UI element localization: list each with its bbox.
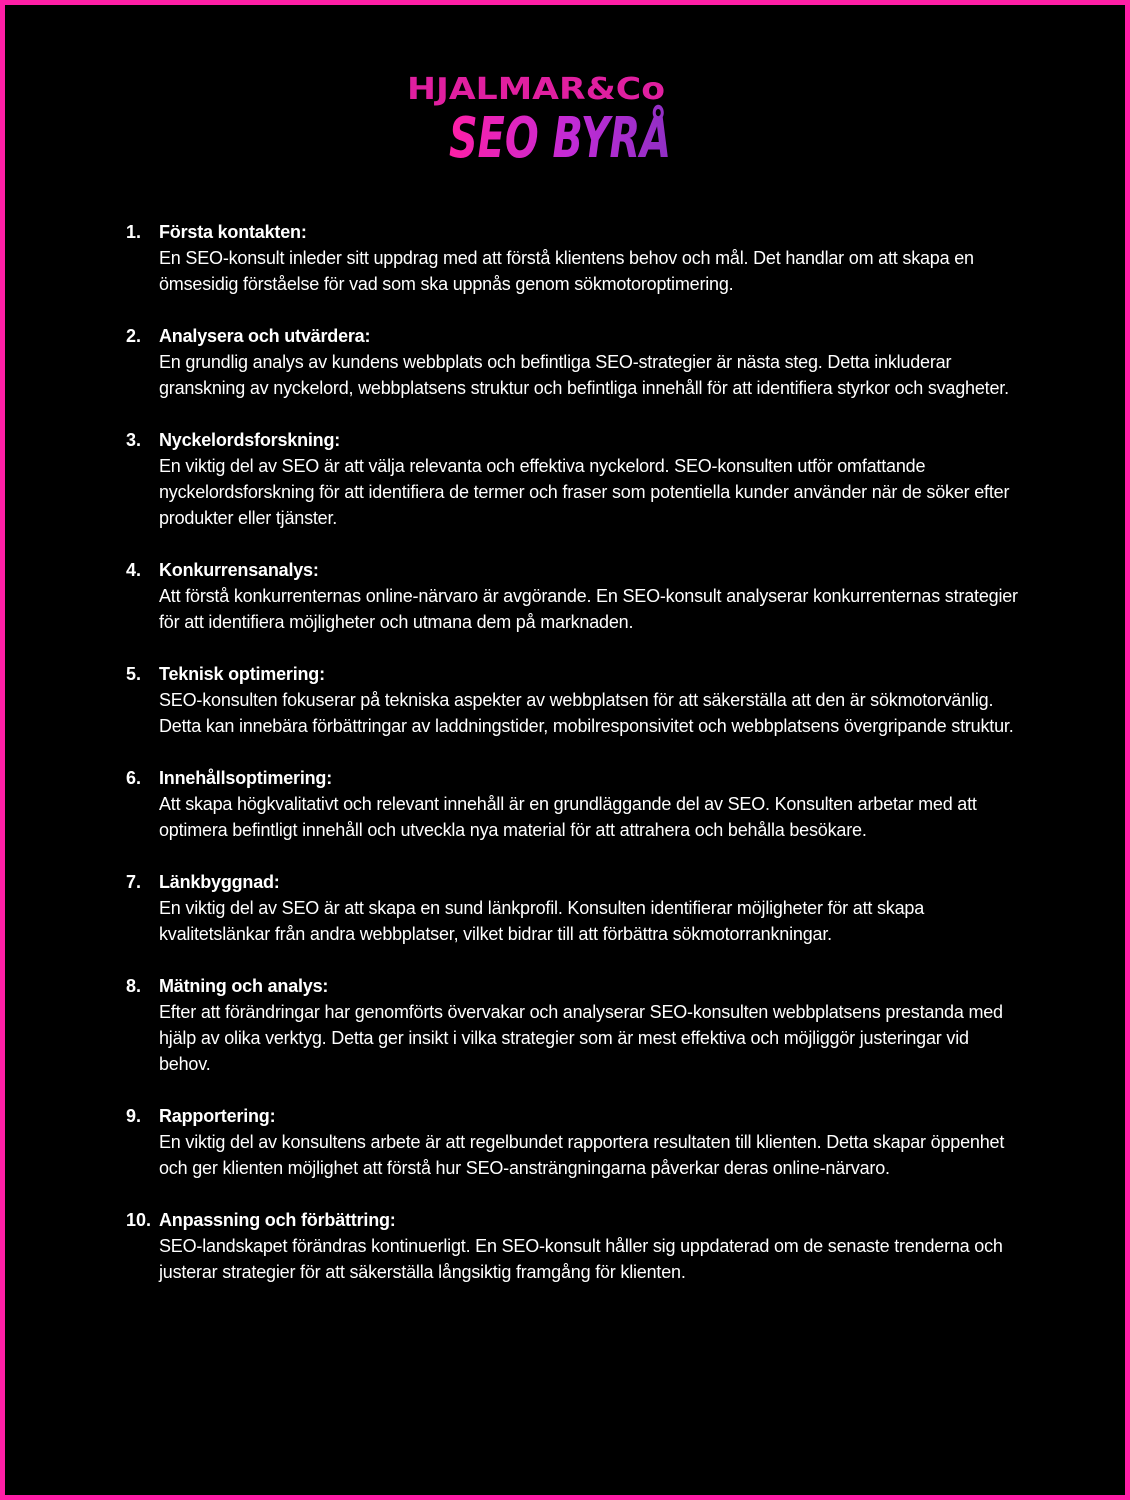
step-text: En viktig del av SEO är att skapa en sund länkprofil. Konsulten identifierar möjligheter för att skapa kvalitetslänkar från andra webbplatser, vilket bidrar till att förbättra sökmotorrankningar. [159,898,925,944]
brand-line1: HJALMAR&Co [407,72,665,107]
step-title: Konkurrensanalys: [159,560,319,580]
step-number: 2. [126,326,142,346]
step-item [123,557,1023,635]
step-number: 3. [126,430,142,450]
step-text: En viktig del av SEO är att välja relevanta och effektiva nyckelord. SEO-konsulten utför omfattande nyckelordsforskning för att identifiera de termer och fraser som potentiella kunder använder när de söker efter produkter eller tjänster. [159,456,1010,528]
step-text: Att förstå konkurrenternas online-närvaro är avgörande. En SEO-konsult analyserar konkurrenternas strategier för att identifiera möjligheter och utmana dem på marknaden. [159,586,1018,632]
brand-logo-graphic [403,67,762,171]
step-title: Analysera och utvärdera: [159,326,371,346]
step-title: Rapportering: [159,1106,276,1126]
step-text: En grundlig analys av kundens webbplats och befintliga SEO-strategier är nästa steg. Detta inkluderar granskning av nyckelord, webbplatsens struktur och befintliga innehåll för att identifiera styrkor och svagheter. [159,352,1009,398]
step-number: 4. [126,560,142,580]
step-title: Teknisk optimering: [159,664,325,684]
step-number: 7. [126,872,142,892]
step-number: 1. [126,222,142,242]
step-number: 6. [126,768,142,788]
step-title: Innehållsoptimering: [159,768,333,788]
step-title: Första kontakten: [159,222,307,242]
step-text: SEO-landskapet förändras kontinuerligt. En SEO-konsult håller sig uppdaterad om de senaste trenderna och justerar strategier för att säkerställa långsiktig framgång för klienten. [159,1236,1003,1282]
step-title: Länkbyggnad: [159,872,280,892]
step-item [123,427,1023,531]
step-title: Nyckelordsforskning: [159,430,341,450]
step-text: Att skapa högkvalitativt och relevant innehåll är en grundläggande del av SEO. Konsulten arbetar med att optimera befintligt innehåll och utveckla nya material för att attrahera och behålla besökare. [159,794,977,840]
step-number: 9. [126,1106,142,1126]
step-text: SEO-konsulten fokuserar på tekniska aspekter av webbplatsen för att säkerställa att den är sökmotorvänlig. Detta kan innebära förbättringar av laddningstider, mobilresponsivitet och webbplatsens övergripande struktur. [159,690,1014,736]
step-number: 5. [126,664,142,684]
brand-line2: SEO BYRÅ [449,106,762,171]
step-text: Efter att förändringar har genomförts övervakar och analyserar SEO-konsulten webbplatsens prestanda med hjälp av olika verktyg. Detta ger insikt i vilka strategier som är mest effektiva och möjliggör justeringar vid behov. [159,1002,1003,1074]
step-item [123,1103,1023,1181]
step-item [123,1207,1023,1285]
step-title: Anpassning och förbättring: [159,1210,396,1230]
step-item [123,219,1023,297]
step-text: En SEO-konsult inleder sitt uppdrag med att förstå klientens behov och mål. Det handlar om att skapa en ömsesidig förståelse för vad som ska uppnås genom sökmotoroptimering. [159,248,974,294]
step-text: En viktig del av konsultens arbete är att regelbundet rapportera resultaten till klienten. Detta skapar öppenhet och ger klienten möjlighet att förstå hur SEO-ansträngningarna påverkar deras online-närvaro. [159,1132,1005,1178]
step-item [123,973,1023,1077]
step-number: 10. [126,1210,152,1230]
step-title: Mätning och analys: [159,976,329,996]
seo-steps-list [123,219,1023,1311]
brand-logo [403,67,762,171]
step-item [123,661,1023,739]
step-item [123,869,1023,947]
step-item [123,765,1023,843]
step-item [123,323,1023,401]
step-number: 8. [126,976,142,996]
